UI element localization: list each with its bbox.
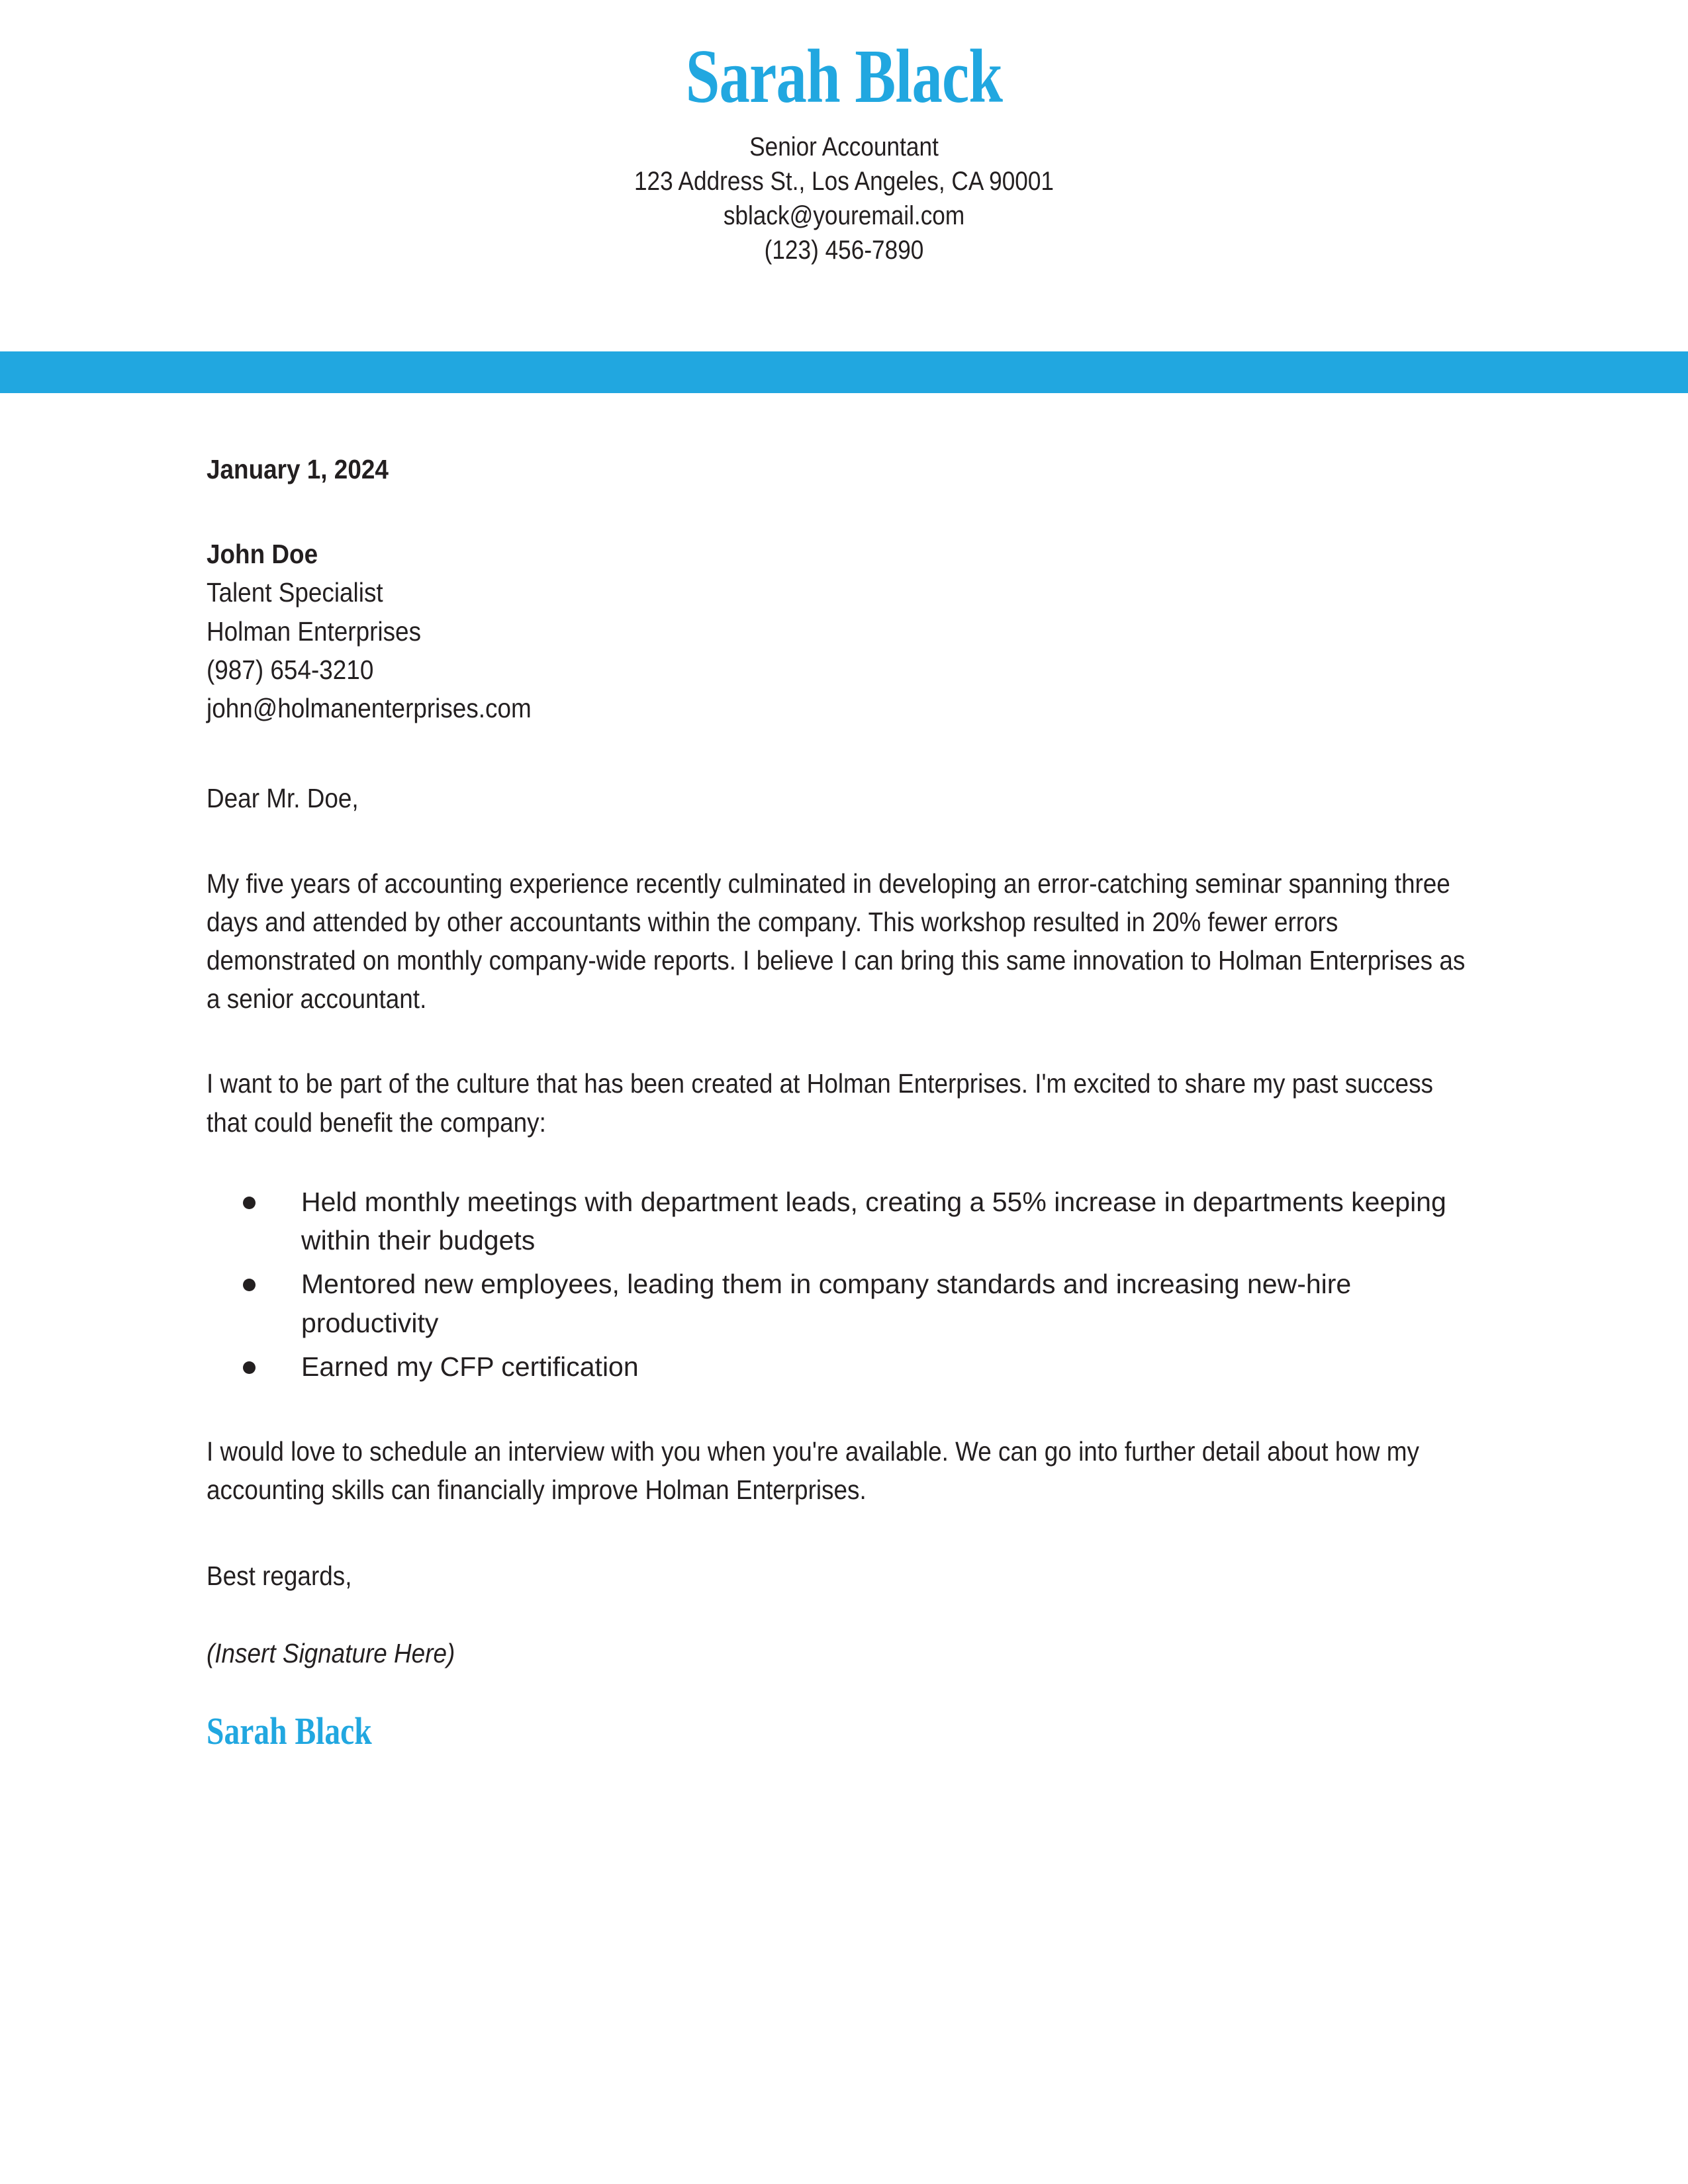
contact-block bbox=[0, 130, 1688, 267]
contact-email: sblack@youremail.com bbox=[723, 201, 965, 230]
recipient-name: John Doe bbox=[207, 539, 318, 570]
list-item bbox=[207, 1265, 1477, 1342]
bullet-icon bbox=[243, 1197, 256, 1209]
recipient-block bbox=[207, 535, 1477, 727]
recipient-company: Holman Enterprises bbox=[207, 615, 422, 647]
bullet-icon bbox=[243, 1279, 256, 1291]
contact-phone: (123) 456-7890 bbox=[764, 236, 924, 265]
list-item bbox=[207, 1347, 1477, 1386]
signature-name: Sarah Black bbox=[207, 1709, 372, 1752]
recipient-phone: (987) 654-3210 bbox=[207, 654, 374, 685]
closing-salutation: Best regards, bbox=[207, 1561, 352, 1592]
salutation: Dear Mr. Doe, bbox=[207, 783, 359, 814]
recipient-title: Talent Specialist bbox=[207, 577, 383, 608]
body-paragraph-2: I want to be part of the culture that has been created at Holman Enterprises. I'm excited to share my past success that could benefit the company: bbox=[207, 1068, 1433, 1138]
letter-date: January 1, 2024 bbox=[207, 454, 389, 484]
signature-placeholder: (Insert Signature Here) bbox=[207, 1637, 455, 1668]
list-item-label: Earned my CFP certification bbox=[301, 1351, 639, 1382]
achievement-list bbox=[207, 1183, 1477, 1386]
contact-job-title: Senior Accountant bbox=[749, 132, 939, 161]
recipient-email: john@holmanenterprises.com bbox=[207, 693, 532, 724]
body-paragraph-1: My five years of accounting experience recently culminated in developing an error-catching seminar spanning three days and attended by other accountants within the company. This workshop resulted in 20% fewer errors demonstrated on monthly company-wide reports. I believe I can bring this same innovation to Holman Enterprises as a senior accountant. bbox=[207, 868, 1466, 1015]
body-paragraph-3: I would love to schedule an interview with you when you're available. We can go into further detail about how my accounting skills can financially improve Holman Enterprises. bbox=[207, 1435, 1419, 1506]
accent-divider-bar bbox=[0, 351, 1688, 393]
bullet-icon bbox=[243, 1361, 256, 1374]
page-title: Sarah Black bbox=[685, 34, 1003, 119]
list-item bbox=[207, 1183, 1477, 1259]
contact-address: 123 Address St., Los Angeles, CA 90001 bbox=[633, 167, 1055, 196]
letter-body bbox=[207, 450, 1477, 1751]
list-item-label: Held monthly meetings with department leads, creating a 55% increase in departments keeping within their budgets bbox=[301, 1186, 1446, 1256]
letter-header bbox=[0, 0, 1688, 267]
list-item-label: Mentored new employees, leading them in company standards and increasing new-hire productivity bbox=[301, 1269, 1352, 1338]
